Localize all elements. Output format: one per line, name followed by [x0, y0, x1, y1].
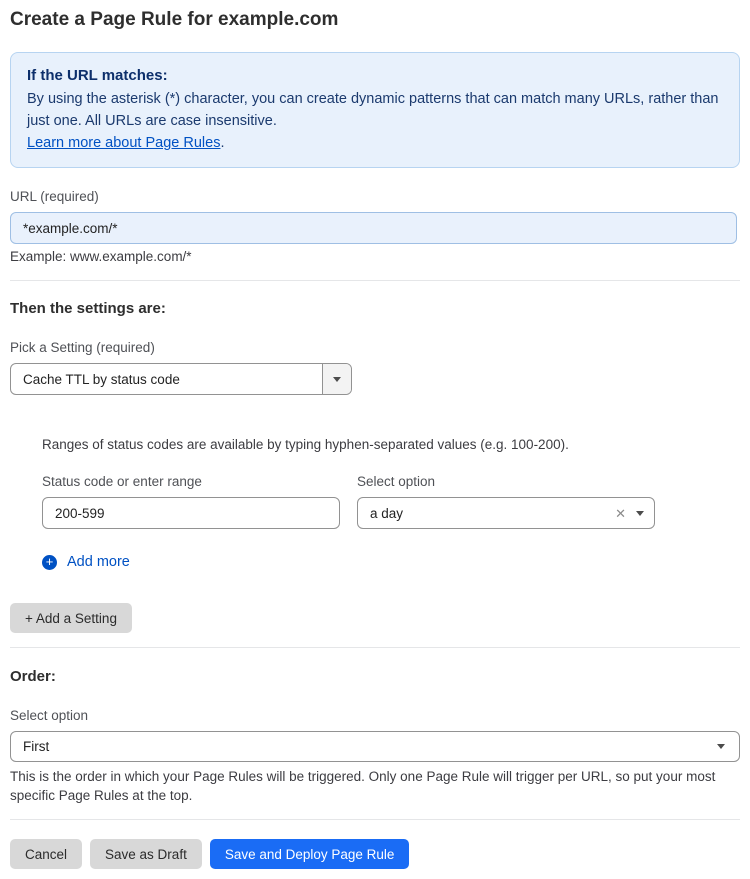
url-match-info-box [10, 52, 740, 168]
setting-picker-value: Cache TTL by status code [23, 371, 180, 387]
ttl-field-col [357, 474, 655, 529]
status-code-label: Status code or enter range [42, 474, 202, 489]
order-select[interactable] [10, 731, 740, 762]
chevron-down-icon [333, 377, 341, 382]
link-suffix: . [220, 135, 225, 151]
status-code-field-col [42, 474, 340, 529]
order-select-label: Select option [10, 708, 89, 723]
footer-button-row [10, 839, 740, 869]
setting-picker-select[interactable] [10, 363, 352, 395]
divider [10, 819, 740, 820]
settings-section-heading: Then the settings are: [10, 300, 166, 317]
order-section-heading: Order: [10, 668, 56, 685]
info-box-link-line [27, 132, 723, 154]
url-input[interactable] [10, 212, 737, 244]
divider [10, 280, 740, 281]
save-deploy-button[interactable]: Save and Deploy Page Rule [210, 839, 410, 869]
clear-x-icon[interactable]: ✕ [615, 505, 626, 521]
info-box-body: By using the asterisk (*) character, you can create dynamic patterns that can match many URLs, rather than just one. All URLs are case insensitive. [27, 91, 719, 129]
status-code-setting-block [42, 437, 740, 571]
ttl-select[interactable] [357, 497, 655, 529]
divider [10, 647, 740, 648]
add-more-link[interactable] [42, 554, 130, 570]
status-code-input[interactable] [42, 497, 340, 529]
page-title: Create a Page Rule for example.com [10, 9, 339, 30]
ttl-select-label: Select option [357, 474, 436, 489]
save-draft-button[interactable]: Save as Draft [90, 839, 202, 869]
setting-picker-label: Pick a Setting (required) [10, 340, 155, 355]
range-hint-text: Ranges of status codes are available by typing hyphen-separated values (e.g. 100-200). [42, 437, 569, 452]
chevron-down-icon [636, 511, 644, 516]
cancel-button[interactable]: Cancel [10, 839, 82, 869]
plus-circle-icon [42, 555, 57, 570]
learn-more-link[interactable]: Learn more about Page Rules [27, 135, 221, 151]
setting-picker-caret-button[interactable] [322, 364, 351, 394]
url-example-helper: Example: www.example.com/* [10, 249, 192, 264]
add-more-label: Add more [67, 554, 130, 570]
ttl-select-value: a day [370, 505, 404, 521]
chevron-down-icon [717, 744, 725, 749]
order-helper-text: This is the order in which your Page Rules will be triggered. Only one Page Rule will trigger per URL, so put your most specific Page Rules at the top. [10, 769, 716, 803]
add-setting-button[interactable]: + Add a Setting [10, 603, 132, 633]
status-code-fields-row [42, 474, 740, 529]
url-field-label: URL (required) [10, 189, 99, 204]
info-box-heading: If the URL matches: [27, 67, 168, 84]
order-select-value: First [23, 739, 50, 754]
